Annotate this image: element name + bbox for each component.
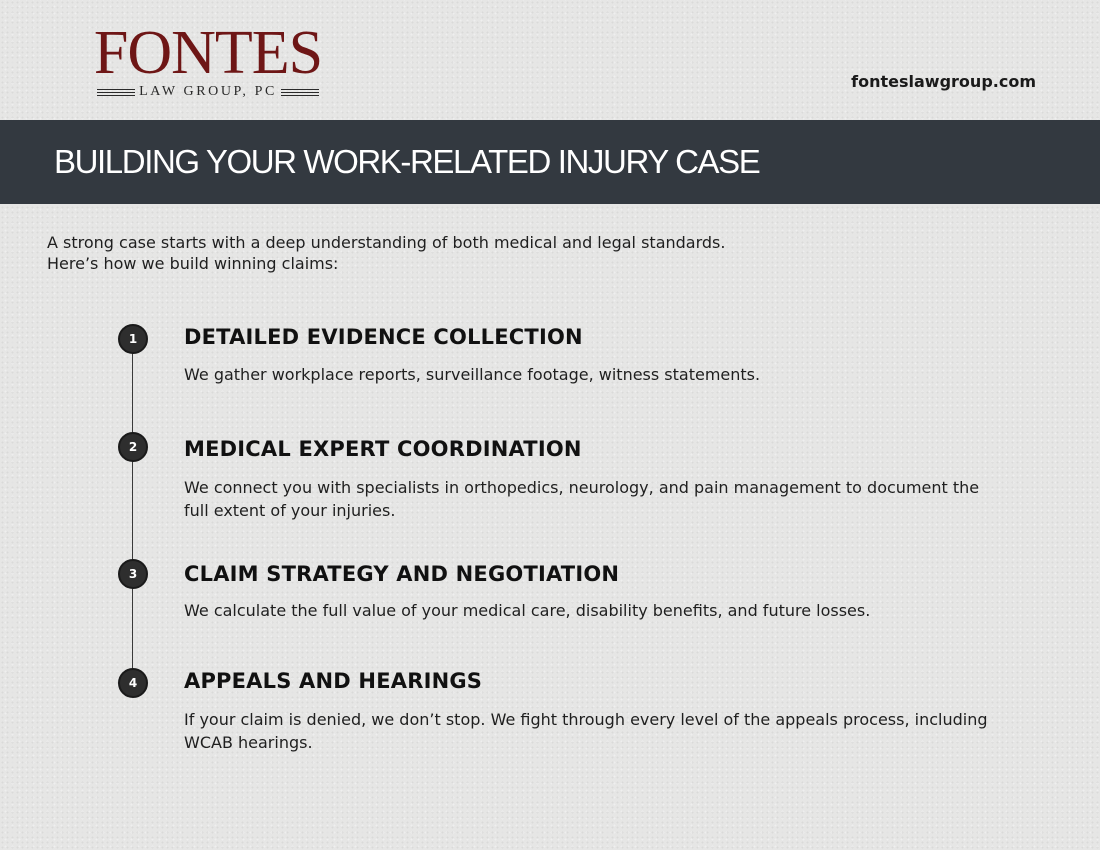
step-3-description: We calculate the full value of your medical care, disability benefits, and future losses. <box>184 601 871 620</box>
step-2-description: We connect you with specialists in orthopedics, neurology, and pain management to document the full extent of your injuries. <box>184 478 980 520</box>
intro-line-2: Here’s how we build winning claims: <box>47 254 339 273</box>
timeline-connector <box>132 340 133 684</box>
logo-rule-right <box>281 89 319 96</box>
intro-line-1: A strong case starts with a deep understanding of both medical and legal standards. <box>47 233 726 252</box>
step-2-number-badge: 2 <box>118 432 148 462</box>
step-1-title: DETAILED EVIDENCE COLLECTION <box>184 325 583 349</box>
step-4-number-badge: 4 <box>118 668 148 698</box>
logo-subtitle: LAW GROUP, PC <box>139 84 277 99</box>
step-4-description: If your claim is denied, we don’t stop. We fight through every level of the appeals process, including WCAB hearings. <box>184 710 988 752</box>
step-2-title: MEDICAL EXPERT COORDINATION <box>184 437 582 461</box>
intro-paragraph <box>47 232 947 274</box>
step-3-title: CLAIM STRATEGY AND NEGOTIATION <box>184 562 620 586</box>
page-title: BUILDING YOUR WORK-RELATED INJURY CASE <box>54 143 760 180</box>
title-banner <box>0 120 1100 204</box>
logo-wordmark: FONTES <box>93 19 323 87</box>
step-3-number-badge: 3 <box>118 559 148 589</box>
step-1-number-badge: 1 <box>118 324 148 354</box>
step-4-title: APPEALS AND HEARINGS <box>184 669 483 693</box>
logo-rule-left <box>97 89 135 96</box>
website-url: fonteslawgroup.com <box>851 72 1036 91</box>
company-logo <box>66 19 350 100</box>
step-1-description: We gather workplace reports, surveillance footage, witness statements. <box>184 365 761 384</box>
